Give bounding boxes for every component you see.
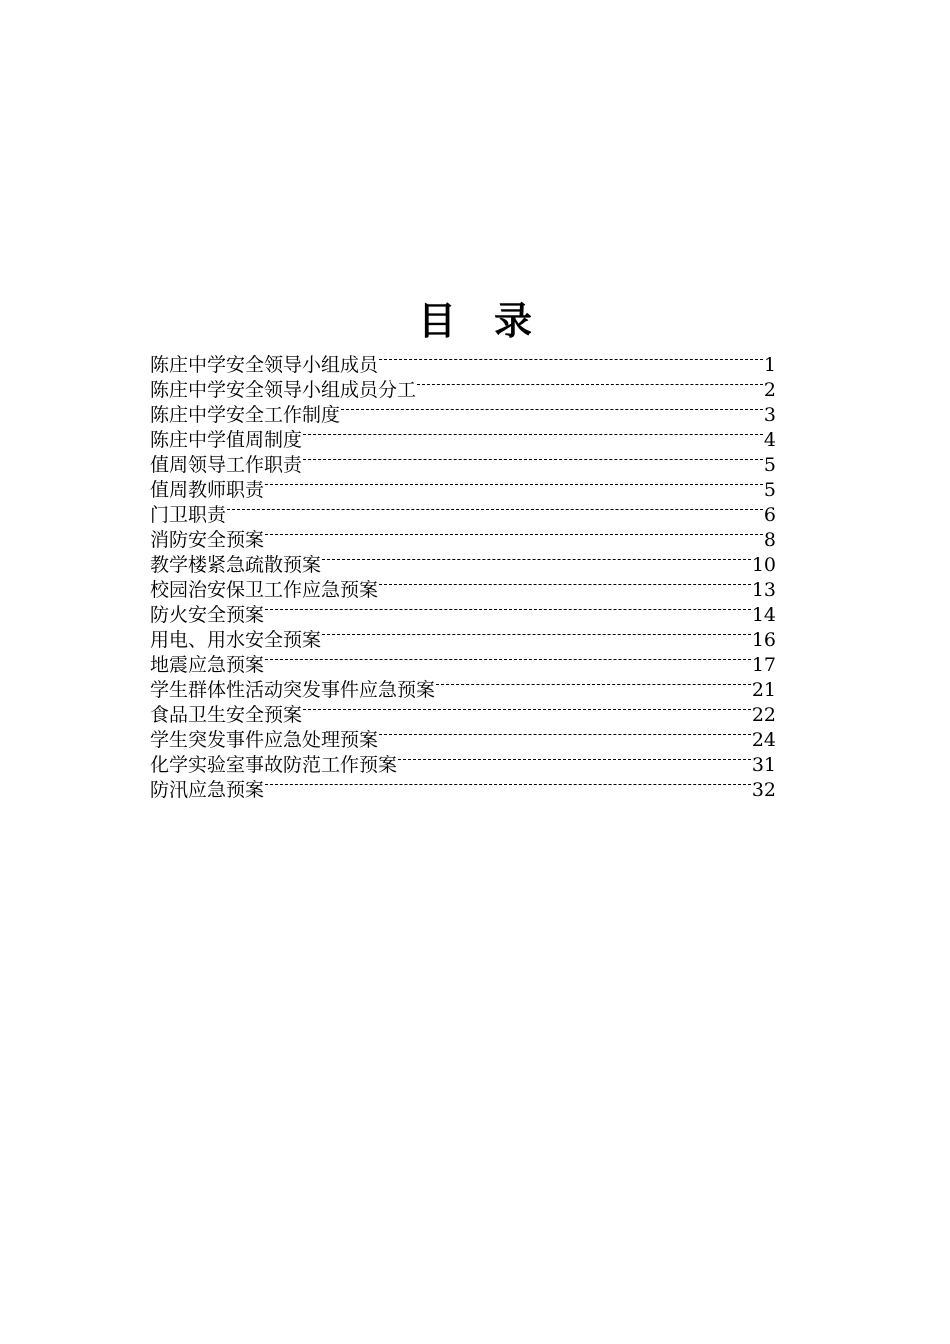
toc-page-number: 31 xyxy=(751,754,776,776)
toc-page-number: 3 xyxy=(763,404,776,426)
toc-page-number: 32 xyxy=(751,779,776,801)
toc-page-number: 6 xyxy=(763,504,776,526)
toc-leader xyxy=(265,771,751,796)
toc-leader xyxy=(379,721,751,746)
toc-entry-label: 校园治安保卫工作应急预案 xyxy=(150,579,379,601)
toc-leader xyxy=(436,671,751,696)
toc-leader xyxy=(398,746,751,771)
toc-title-char-2: 录 xyxy=(494,299,533,343)
toc-entry-label: 防汛应急预案 xyxy=(150,779,265,801)
toc-entry-label: 值周教师职责 xyxy=(150,479,265,501)
toc-page-number: 4 xyxy=(763,429,776,451)
toc-leader xyxy=(341,396,763,421)
toc-title xyxy=(0,296,950,346)
toc-leader xyxy=(417,371,763,396)
toc-entry-label: 陈庄中学值周制度 xyxy=(150,429,303,451)
toc-entry-label: 陈庄中学安全领导小组成员 xyxy=(150,354,379,376)
toc-entry-label: 化学实验室事故防范工作预案 xyxy=(150,754,398,776)
toc-page-number: 10 xyxy=(751,554,776,576)
toc-page-number: 17 xyxy=(751,654,776,676)
toc-entry-label: 教学楼紧急疏散预案 xyxy=(150,554,322,576)
toc-leader xyxy=(322,546,751,571)
toc-entry-label: 学生群体性活动突发事件应急预案 xyxy=(150,679,436,701)
toc-entry[interactable] xyxy=(150,496,776,526)
toc-leader xyxy=(265,646,751,671)
toc-leader xyxy=(265,471,763,496)
toc-leader xyxy=(303,421,763,446)
toc-page-number: 22 xyxy=(751,704,776,726)
toc-list xyxy=(150,346,776,801)
toc-page-number: 24 xyxy=(751,729,776,751)
toc-entry-label: 地震应急预案 xyxy=(150,654,265,676)
toc-page-number: 1 xyxy=(763,354,776,376)
toc-entry-label: 用电、用水安全预案 xyxy=(150,629,322,651)
toc-entry-label: 值周领导工作职责 xyxy=(150,454,303,476)
toc-entry[interactable] xyxy=(150,346,776,376)
toc-page-number: 14 xyxy=(751,604,776,626)
toc-title-char-1: 目 xyxy=(417,299,456,343)
toc-leader xyxy=(379,346,763,371)
toc-page-number: 5 xyxy=(763,479,776,501)
toc-leader xyxy=(322,621,751,646)
toc-entry-label: 学生突发事件应急处理预案 xyxy=(150,729,379,751)
toc-page-number: 8 xyxy=(763,529,776,551)
toc-entry-label: 防火安全预案 xyxy=(150,604,265,626)
toc-page-number: 2 xyxy=(763,379,776,401)
toc-entry[interactable] xyxy=(150,521,776,551)
toc-page-number: 5 xyxy=(763,454,776,476)
toc-page-number: 21 xyxy=(751,679,776,701)
toc-leader xyxy=(265,521,763,546)
toc-page-number: 13 xyxy=(751,579,776,601)
toc-entry-label: 食品卫生安全预案 xyxy=(150,704,303,726)
toc-leader xyxy=(379,571,751,596)
toc-leader xyxy=(227,496,763,521)
toc-leader xyxy=(265,596,751,621)
toc-leader xyxy=(303,446,763,471)
toc-page-number: 16 xyxy=(751,629,776,651)
toc-leader xyxy=(303,696,751,721)
toc-entry-label: 消防安全预案 xyxy=(150,529,265,551)
toc-entry-label: 陈庄中学安全工作制度 xyxy=(150,404,341,426)
toc-entry-label: 门卫职责 xyxy=(150,504,227,526)
toc-entry-label: 陈庄中学安全领导小组成员分工 xyxy=(150,379,417,401)
